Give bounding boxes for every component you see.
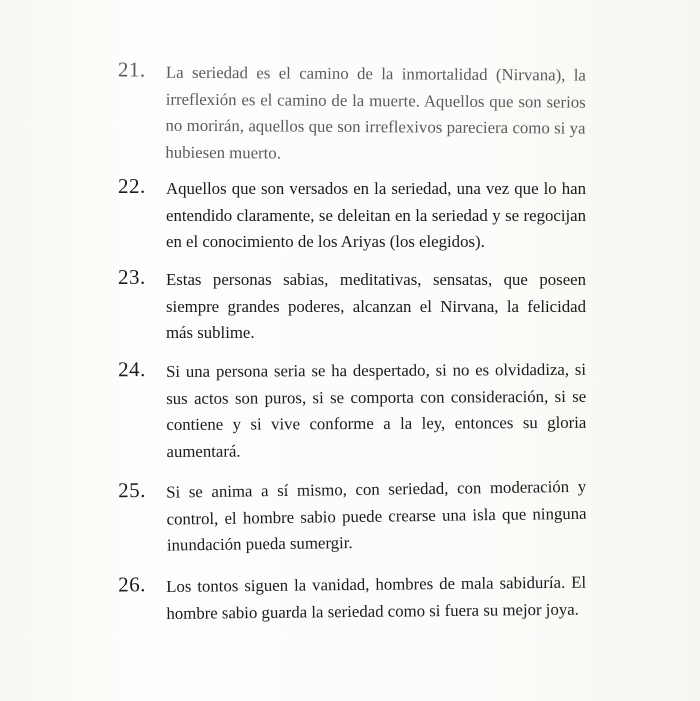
verse-number: 22. (118, 174, 146, 198)
verse-text: Si una persona seria se ha despertado, si no es olvidadiza, si sus actos son puros, si se comporta con consideración, si se contiene y si vive conforme a la ley, entonces su gloria aumentará. (166, 359, 587, 461)
verse-text: Los tontos siguen la vanidad, hombres de mala sabiduría. El hombre sabio guarda la seriedad como si fuera su mejor joya. (166, 572, 587, 623)
verse-text: Estas personas sabias, meditativas, sensatas, que poseen siempre grandes poderes, alcanzan el Nirvana, la felicidad más sublime. (166, 270, 586, 342)
verse-number: 26. (117, 572, 146, 597)
verse-21 (117, 57, 588, 162)
verse-25 (117, 474, 588, 555)
verse-number: 23. (118, 265, 146, 289)
verse-text: Aquellos que son versados en la seriedad, una vez que lo han entendido claramente, se deleitan en la seriedad y se regocijan en el conocimiento de los Ariyas (los elegidos). (166, 179, 586, 251)
verse-text: Si se anima a sí mismo, con seriedad, con moderación y control, el hombre sabio puede crearse una isla que ninguna inundación pueda sumergir. (166, 476, 587, 555)
verse-24 (117, 357, 588, 461)
verse-26 (117, 570, 588, 623)
verse-text: La seriedad es el camino de la inmortalidad (Nirvana), la irreflexión es el camino de la muerte. Aquellos que son serios no morirán, aquellos que son irreflexivos pareciera como si ya hubiesen muerto. (165, 62, 586, 162)
verse-number: 25. (117, 477, 147, 503)
verse-number: 21. (117, 57, 146, 82)
verse-number: 24. (117, 357, 146, 382)
